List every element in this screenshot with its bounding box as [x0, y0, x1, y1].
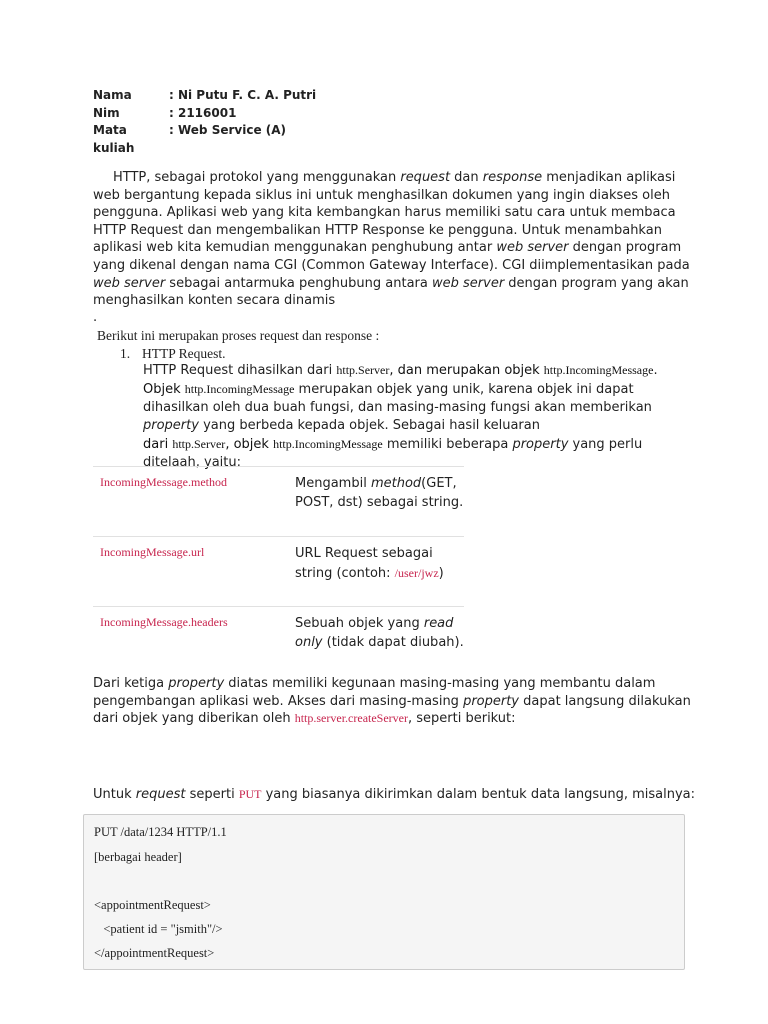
text: (GET, POST, dst) sebagai string.: [295, 476, 464, 510]
emphasis: request: [135, 787, 186, 802]
code-line: [berbagai header]: [94, 850, 182, 864]
text: yang perlu ditelaah, yaitu:: [143, 437, 643, 470]
inline-code: http.server.createServer: [294, 711, 408, 726]
code-block: [83, 814, 685, 970]
stray-dot: .: [93, 310, 98, 325]
property-description: [295, 475, 465, 512]
inline-code: http.Server: [172, 437, 226, 451]
http-request-description: [143, 361, 683, 472]
text: Untuk: [93, 787, 136, 802]
emphasis: property: [463, 693, 519, 709]
text: , seperti berikut:: [408, 711, 516, 727]
text: Sebuah objek yang: [295, 616, 424, 631]
emphasis: property: [512, 437, 569, 452]
info-label: Nama: [93, 88, 132, 102]
property-name: IncomingMessage.headers: [100, 615, 228, 629]
text: diatas memiliki kegunaan masing-masing yang membantu dalam pengembangan aplikasi web. Akses dari masing-masing: [93, 676, 656, 709]
text: ): [438, 565, 444, 581]
property-table: [93, 466, 464, 676]
text: dengan program yang akan menghasilkan konten secara dinamis: [93, 275, 689, 309]
text: , objek: [225, 437, 274, 452]
emphasis: read only: [295, 616, 454, 650]
put-request-paragraph: [93, 786, 713, 804]
property-name: IncomingMessage.url: [100, 545, 205, 559]
text: URL Request sebagai string (contoh:: [295, 546, 433, 581]
text: Objek: [143, 382, 185, 397]
property-description: [295, 615, 465, 652]
text: dari: [143, 437, 173, 452]
text: menjadikan aplikasi web bergantung kepada siklus ini untuk menghasilkan dokumen yang ingin diakses oleh pengguna. Aplikasi web yang kita kembangkan harus memiliki satu cara untuk membaca HTTP Request dan mengembalikan HTTP Response ke pengguna. Untuk menambahkan aplikasi web kita kemudian menggunakan penghubung antar: [93, 170, 676, 256]
text: sebagai antarmuka penghubung antara: [165, 275, 432, 291]
text: merupakan objek yang unik, karena objek ini dapat dihasilkan oleh dua buah fungsi, dan masing-masing fungsi akan memberikan: [143, 382, 652, 415]
inline-code: http.IncomingMessage: [184, 382, 295, 396]
inline-code: /user/jwz: [394, 565, 439, 580]
info-row-course: [93, 122, 316, 157]
emphasis: property: [143, 418, 199, 433]
section-intro: Berikut ini merupakan proses request dan response :: [97, 328, 380, 343]
code-line: PUT /data/1234 HTTP/1.1: [94, 825, 227, 839]
emphasis: web server: [432, 275, 505, 291]
info-row-nim: [93, 105, 316, 123]
info-label: Nim: [93, 105, 120, 120]
info-label: Mata kuliah: [93, 123, 135, 155]
text: seperti: [185, 787, 239, 802]
intro-paragraph: [93, 169, 693, 310]
info-value: : Ni Putu F. C. A. Putri: [169, 88, 317, 102]
table-row: [93, 536, 464, 606]
emphasis: response: [482, 170, 543, 185]
emphasis: web server: [496, 240, 569, 256]
info-value: : 2116001: [169, 105, 237, 120]
property-usage-paragraph: [93, 675, 693, 728]
code-line: <appointmentRequest>: [94, 898, 211, 912]
table-row: [93, 466, 464, 536]
text: yang biasanya dikirimkan dalam bentuk data langsung, misalnya:: [261, 787, 695, 802]
text: HTTP Request dihasilkan dari: [143, 363, 337, 378]
emphasis: web server: [93, 275, 166, 291]
text: yang berbeda kepada objek. Sebagai hasil keluaran: [198, 418, 540, 433]
text: HTTP, sebagai protokol yang menggunakan: [113, 170, 401, 185]
property-description: [295, 545, 465, 583]
text: Dari ketiga: [93, 676, 169, 691]
text: dengan program yang dikenal dengan nama CGI (Common Gateway Interface). CGI diimplementasikan pada: [93, 240, 690, 273]
emphasis: method: [370, 476, 422, 491]
inline-code: PUT: [238, 787, 262, 801]
text: Mengambil: [295, 476, 371, 491]
text: (tidak dapat diubah).: [322, 634, 464, 650]
text: dan: [450, 170, 483, 185]
inline-code: http.IncomingMessage: [273, 437, 383, 451]
text: dapat langsung dilakukan dari objek yang diberikan oleh: [93, 693, 691, 727]
code-line: </appointmentRequest>: [94, 946, 215, 960]
property-name: IncomingMessage.method: [100, 475, 227, 489]
emphasis: request: [400, 170, 451, 185]
list-item: [120, 345, 226, 362]
table-row: [93, 606, 464, 676]
text: .: [653, 363, 658, 378]
inline-code: http.Server: [336, 363, 390, 377]
code-line: <patient id = "jsmith"/>: [94, 922, 223, 936]
inline-code: http.IncomingMessage: [543, 363, 654, 377]
list-number: 1.: [120, 346, 131, 361]
info-row-name: [93, 87, 316, 105]
student-info: [93, 87, 316, 157]
text: memiliki beberapa: [382, 437, 513, 452]
info-value: : Web Service (A): [169, 123, 287, 137]
emphasis: property: [168, 676, 225, 691]
list-title: HTTP Request.: [142, 346, 226, 361]
text: , dan merupakan objek: [389, 363, 544, 378]
